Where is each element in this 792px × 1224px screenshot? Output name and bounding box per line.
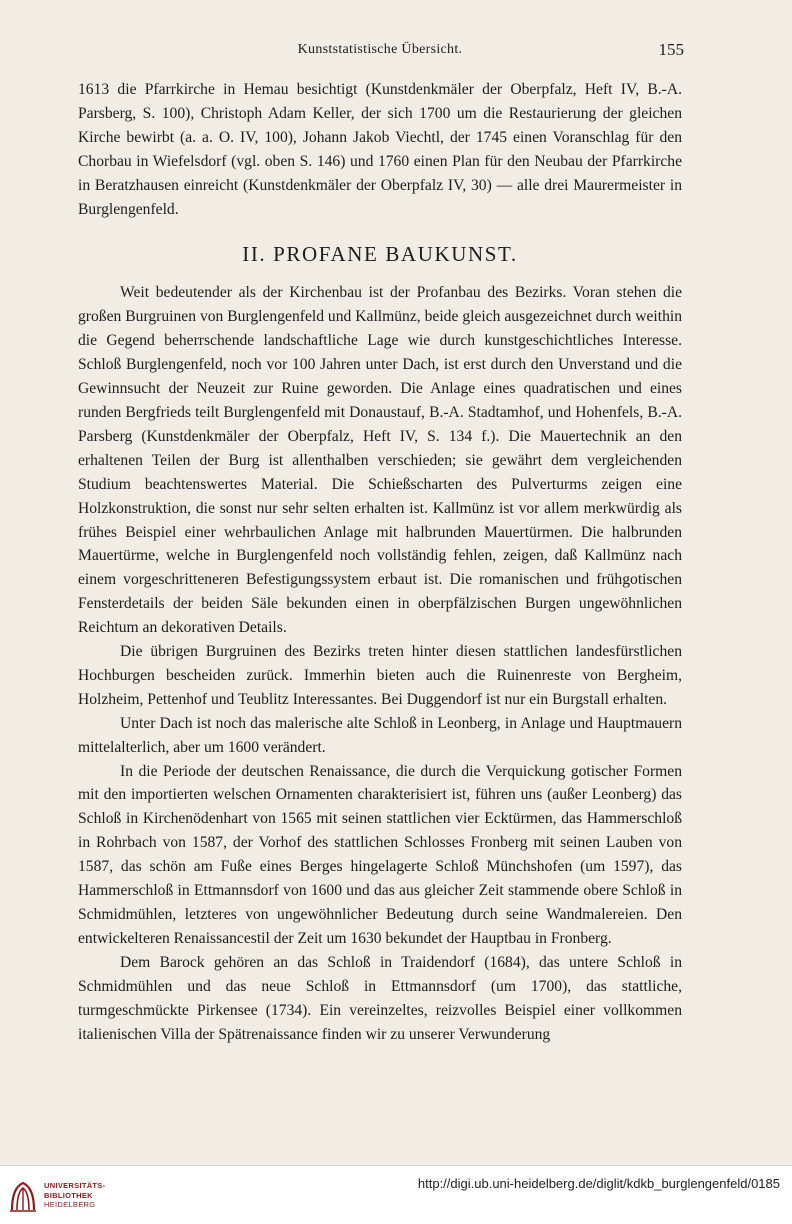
library-name (44, 1181, 105, 1210)
paragraph-leonberg: Unter Dach ist noch das malerische alte Schloß in Leonberg, in Anlage und Hauptmauern mittelalterlich, aber um 1600 verändert. (78, 714, 682, 756)
paragraph-renaissance: In die Periode der deutschen Renaissance, die durch die Verquickung gotischer Formen mit den importierten welschen Ornamenten charakterisiert ist, führen uns (außer Leonberg) das Schloß in Kirchenödenhart von 1565 mit seinen stattlichen vier Ecktürmen, das Hammerschloß in Rohrbach von 1587, der Vorhof des stattlichen Schlosses Fronberg mit seinen Lauben von 1587, das schön am Fuße eines Berges hingelagerte Schloß Münchshofen (um 1597), das Hammerschloß in Ettmannsdorf von 1600 und das aus gleicher Zeit stammende obere Schloß in Schmidmühlen, letzteres von ungewöhnlicher Bedeutung durch seine Wandmalereien. Den entwickelteren Renaissancestil der Zeit um 1630 bekundet der Hauptbau in Fronberg. (78, 762, 682, 947)
paragraph-burgruinen: Die übrigen Burgruinen des Bezirks treten hinter diesen stattlichen landesfürstlichen Hochburgen bescheiden zurück. Immerhin bieten auch die Ruinenreste von Bergheim, Holzheim, Pettenhof und Teublitz Interessantes. Bei Duggendorf ist nur ein Burgstall erhalten. (78, 643, 682, 708)
library-seal-icon (8, 1180, 38, 1214)
paragraph-barock: Dem Barock gehören an das Schloß in Traidendorf (1684), das untere Schloß in Schmidmühlen und das neue Schloß in Ettmannsdorf (um 1700), das stattliche, turmgeschmückte Pirkensee (1734). Ein vereinzeltes, reizvolles Beispiel einer vollkommen italienischen Villa der Spätrenaissance finden wir zu unserer Verwunderung (78, 953, 682, 1043)
logo-line-3: HEIDELBERG (44, 1200, 96, 1209)
logo-line-1: UNIVERSITÄTS- (44, 1181, 106, 1190)
page-number: 155 (658, 40, 684, 59)
source-url-link[interactable]: http://digi.ub.uni-heidelberg.de/diglit/kdkb_burglengenfeld/0185 (417, 1176, 780, 1191)
page-body (78, 78, 682, 1046)
footer-bar (0, 1165, 792, 1224)
paragraph-continuation: 1613 die Pfarrkirche in Hemau besichtigt (Kunstdenkmäler der Oberpfalz, Heft IV, B.-A. Parsberg, S. 100), Christoph Adam Keller, der sich 1700 um die Restaurierung der gleichen Kirche bewirbt (a. a. O. IV, 100), Johann Jakob Viechtl, der 1745 einen Voranschlag für den Chorbau in Wiefelsdorf (vgl. oben S. 146) und 1760 einen Plan für den Neubau der Pfarrkirche in Beratzhausen einreicht (Kunstdenkmäler der Oberpfalz IV, 30) — alle drei Maurermeister in Burglengenfeld. (78, 81, 682, 218)
library-logo[interactable] (8, 1180, 118, 1214)
running-head: Kunststatistische Übersicht. (297, 42, 463, 57)
section-heading: II. PROFANE BAUKUNST. (242, 242, 518, 267)
logo-line-2: BIBLIOTHEK (44, 1190, 93, 1200)
paragraph-profanbau: Weit bedeutender als der Kirchenbau ist der Profanbau des Bezirks. Voran stehen die großen Burgruinen von Burglengenfeld und Kallmünz, beide gleich ausgezeichnet durch weithin die Gegend beherrschende landschaftliche Lage wie durch kunstgeschichtliches Interesse. Schloß Burglengenfeld, noch vor 100 Jahren unter Dach, ist erst durch den Unverstand und die Gewinnsucht der Neuzeit zur Ruine geworden. Die Anlage eines quadratischen und eines runden Bergfrieds teilt Burglengenfeld mit Donaustauf, B.-A. Stadtamhof, und Hohenfels, B.-A. Parsberg (Kunstdenkmäler der Oberpfalz, Heft IV, S. 134 f.). Die Mauertechnik an den erhaltenen Teilen der Burg ist allenthalben verschieden; sie gewährt dem vergleichenden Studium beachtenswertes Material. Die Schießscharten des Pulverturms zeigen eine Holzkonstruktion, die sonst nur sehr selten erhalten ist. Kallmünz ist vor allem merkwürdig als frühes Beispiel einer wehrbaulichen Anlage mit halbrunden Mauertürmen. Die halbrunden Mauertürme, welche in Burglengenfeld noch vollständig fehlen, zeigen, daß Kallmünz nach einem vorgeschritteneren Befestigungssystem erbaut ist. Die romanischen und frühgotischen Fensterdetails der beiden Säle bekunden einen in oberpfälzischen Burgen ungewöhnlichen Reichtum an dekorativen Details. (78, 284, 682, 637)
